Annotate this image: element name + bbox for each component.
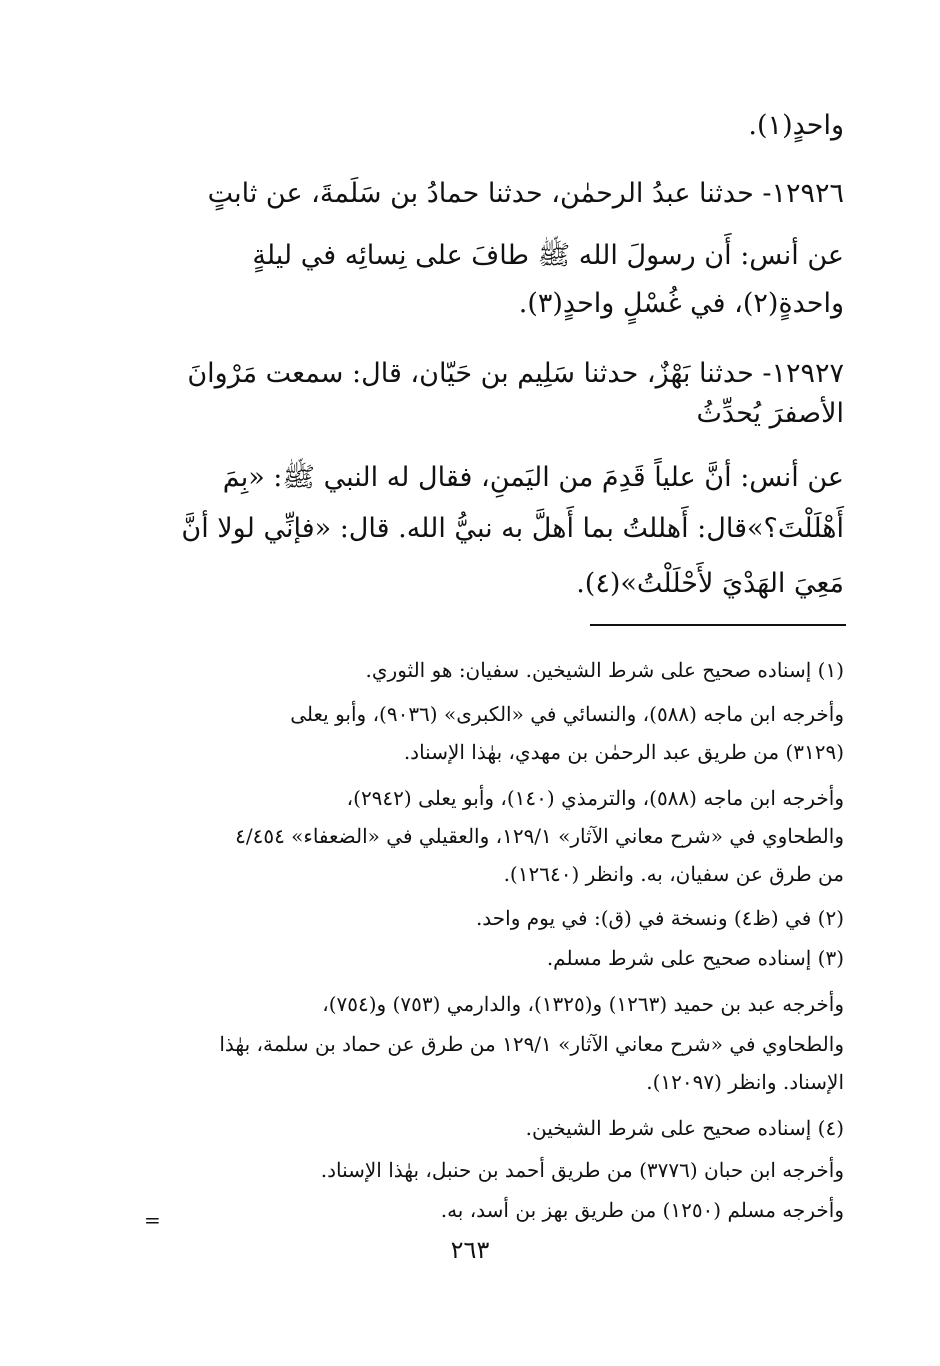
- footnote-line: (٤) إسناده صحيح على شرط الشيخين.: [525, 1116, 844, 1140]
- main-text-line: ١٢٩٢٧- حدثنا بَهْزٌ، حدثنا سَلِيم بن حَيّان، قال: سمعت مَرْوانَ: [187, 358, 844, 389]
- footnote-line: والطحاوي في «شرح معاني الآثار» ١٢٩/١، والعقيلي في «الضعفاء» ٤/٤٥٤: [235, 824, 844, 848]
- continuation-mark: =: [144, 1208, 161, 1232]
- main-text-line: عن أنس: أَن رسولَ الله ﷺ طافَ على نِسائِه في ليلةٍ: [252, 240, 844, 271]
- footnote-line: من طرق عن سفيان، به. وانظر (١٢٦٤٠).: [503, 862, 844, 886]
- footnote-line: الإسناد. وانظر (١٢٠٩٧).: [646, 1070, 844, 1094]
- footnote-line: وأخرجه مسلم (١٢٥٠) من طريق بهز بن أسد، به.: [440, 1198, 844, 1222]
- footnote-line: وأخرجه ابن ماجه (٥٨٨)، والنسائي في «الكبرى» (٩٠٣٦)، وأبو يعلى: [290, 702, 844, 726]
- footnote-line: وأخرجه ابن ماجه (٥٨٨)، والترمذي (١٤٠)، وأبو يعلى (٢٩٤٢)،: [346, 786, 844, 810]
- footnote-line: (١) إسناده صحيح على شرط الشيخين. سفيان: هو الثوري.: [365, 658, 844, 682]
- footnote-separator: [590, 624, 846, 626]
- main-text-line: الأصفرَ يُحدِّثُ: [696, 398, 844, 429]
- footnote-line: والطحاوي في «شرح معاني الآثار» ١٢٩/١ من طرق عن حماد بن سلمة، بهٰذا: [219, 1032, 844, 1056]
- footnote-line: (٣) إسناده صحيح على شرط مسلم.: [546, 946, 844, 970]
- main-text-line: أَهْلَلْتَ؟»قال: أَهللتُ بما أَهلَّ به نبيُّ الله. قال: «فإنِّي لولا أنَّ: [181, 513, 844, 544]
- main-text-line: مَعِيَ الهَدْيَ لأَحْلَلْتُ»(٤).: [576, 568, 844, 599]
- main-text-line: عن أنس: أنَّ علياً قَدِمَ من اليَمنِ، فقال له النبي ﷺ: «بِمَ: [222, 462, 844, 493]
- footnote-line: (٢) في (ظ٤) ونسخة في (ق): في يوم واحد.: [475, 906, 844, 930]
- main-text-line: ١٢٩٢٦- حدثنا عبدُ الرحمٰن، حدثنا حمادُ بن سَلَمةَ، عن ثابتٍ: [207, 178, 844, 209]
- main-text-line: واحدةٍ(٢)، في غُسْلٍ واحدٍ(٣).: [518, 288, 844, 319]
- footnote-line: وأخرجه عبد بن حميد (١٢٦٣) و(١٣٢٥)، والدارمي (٧٥٣) و(٧٥٤)،: [322, 992, 844, 1016]
- main-text-line: واحدٍ(١).: [748, 110, 844, 141]
- page-number: ٢٦٣: [450, 1236, 490, 1264]
- footnote-line: وأخرجه ابن حبان (٣٧٧٦) من طريق أحمد بن حنبل، بهٰذا الإسناد.: [320, 1158, 844, 1182]
- footnote-line: (٣١٢٩) من طريق عبد الرحمٰن بن مهدي، بهٰذا الإسناد.: [403, 740, 844, 764]
